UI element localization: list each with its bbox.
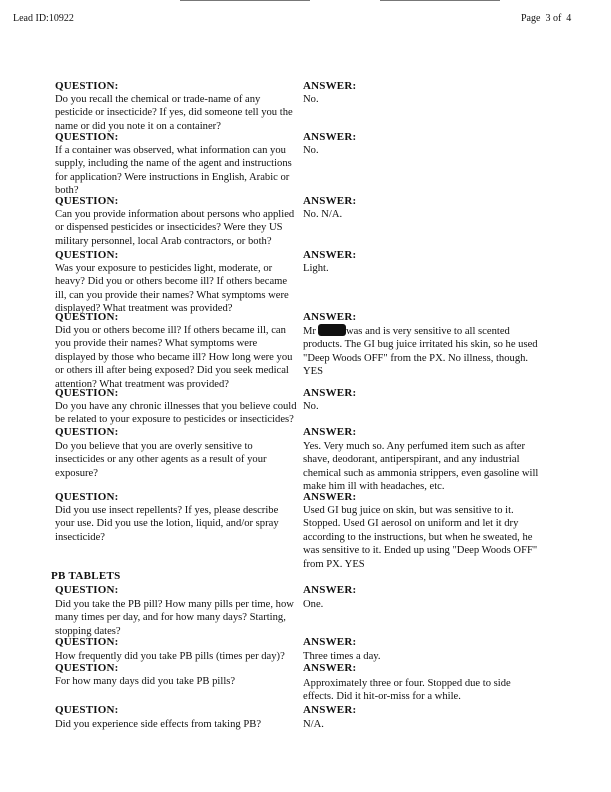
answer-label: ANSWER:	[303, 584, 357, 596]
section-title: PB TABLETS	[51, 570, 121, 582]
answer-prefix: Mr	[303, 326, 316, 337]
answer-label: ANSWER:	[303, 662, 357, 674]
question-text: Did you use insect repellents? If yes, please describe your use. Did you use the lotion, liquid, and/or spray insecticide?	[55, 505, 279, 543]
answer-text: Three times a day.	[303, 651, 381, 662]
answer-text: One.	[303, 599, 324, 610]
page-number: Page 3 of 4	[521, 13, 572, 24]
answer-text: Used GI bug juice on skin, but was sensitive to it. Stopped. Used GI aerosol on uniform and let it dry according to the instructions, but when he sweated, he was sensitive to it. Ended up using "Deep Woods OFF" from PX. YES	[303, 505, 538, 570]
answer-text: No.	[303, 145, 319, 156]
redaction-mark	[318, 324, 346, 336]
answer-text: Light.	[303, 263, 329, 274]
question-label: QUESTION:	[55, 584, 119, 596]
answer-label: ANSWER:	[303, 387, 357, 399]
question-text: Do you believe that you are overly sensitive to insecticides or any other agents as a result of your exposure?	[55, 441, 267, 479]
top-rule	[380, 0, 500, 1]
question-label: QUESTION:	[55, 80, 119, 92]
question-text: Do you have any chronic illnesses that you believe could be related to your exposure to pesticides or insecticides?	[55, 401, 297, 426]
question-label: QUESTION:	[55, 491, 119, 503]
question-label: QUESTION:	[55, 131, 119, 143]
question-label: QUESTION:	[55, 249, 119, 261]
question-text: Did you or others become ill? If others became ill, can you provide their names? What symptoms were displayed by those who became ill? How long were you or others ill after being exposed? Did you seek medical attention? What treatment was provided?	[55, 325, 293, 390]
top-rule	[180, 0, 310, 1]
question-label: QUESTION:	[55, 704, 119, 716]
answer-text: No. N/A.	[303, 209, 343, 220]
answer-text	[303, 324, 543, 379]
question-text: Did you take the PB pill? How many pills per time, how many times per day, and for how many days? Starting, stopping dates?	[55, 599, 294, 637]
answer-label: ANSWER:	[303, 249, 357, 261]
question-text: Can you provide information about persons who applied or dispensed pesticides or insecticides? Were they US military personnel, local Arab contractors, or both?	[55, 209, 295, 247]
answer-text: No.	[303, 401, 319, 412]
answer-label: ANSWER:	[303, 491, 357, 503]
question-label: QUESTION:	[55, 426, 119, 438]
question-text: If a container was observed, what information can you supply, including the name of the agent and instructions for application? Were instructions in English, Arabic or both?	[55, 145, 292, 197]
question-text: Do you recall the chemical or trade-name of any pesticide or insecticide? If yes, did someone tell you the name or did you note it on a container?	[55, 94, 293, 132]
question-text: How frequently did you take PB pills (times per day)?	[55, 651, 285, 662]
answer-body: was and is very sensitive to all scented products. The GI bug juice irritated his skin, so he used "Deep Woods OFF" from the PX. No illness, though. YES	[303, 326, 538, 378]
question-label: QUESTION:	[55, 662, 119, 674]
answer-text: Approximately three or four. Stopped due to side effects. Did it hit-or-miss for a while.	[303, 678, 511, 703]
answer-label: ANSWER:	[303, 195, 357, 207]
answer-label: ANSWER:	[303, 636, 357, 648]
answer-label: ANSWER:	[303, 704, 357, 716]
answer-label: ANSWER:	[303, 80, 357, 92]
answer-text: No.	[303, 94, 319, 105]
question-text: Did you experience side effects from taking PB?	[55, 719, 262, 730]
question-label: QUESTION:	[55, 195, 119, 207]
answer-label: ANSWER:	[303, 311, 357, 323]
lead-id: Lead ID:10922	[13, 13, 74, 24]
question-label: QUESTION:	[55, 387, 119, 399]
question-label: QUESTION:	[55, 636, 119, 648]
answer-text: Yes. Very much so. Any perfumed item such as after shave, deodorant, antiperspirant, and any industrial chemical such as ammonia strippers, even gasoline will make him ill with headaches, etc.	[303, 441, 539, 493]
answer-text: N/A.	[303, 719, 324, 730]
question-text: Was your exposure to pesticides light, moderate, or heavy? Did you or others become ill? If others became ill, can you provide their names? What symptoms were displayed? What treatment was provided?	[55, 263, 289, 315]
answer-label: ANSWER:	[303, 131, 357, 143]
question-label: QUESTION:	[55, 311, 119, 323]
question-text: For how many days did you take PB pills?	[55, 676, 236, 687]
answer-label: ANSWER:	[303, 426, 357, 438]
